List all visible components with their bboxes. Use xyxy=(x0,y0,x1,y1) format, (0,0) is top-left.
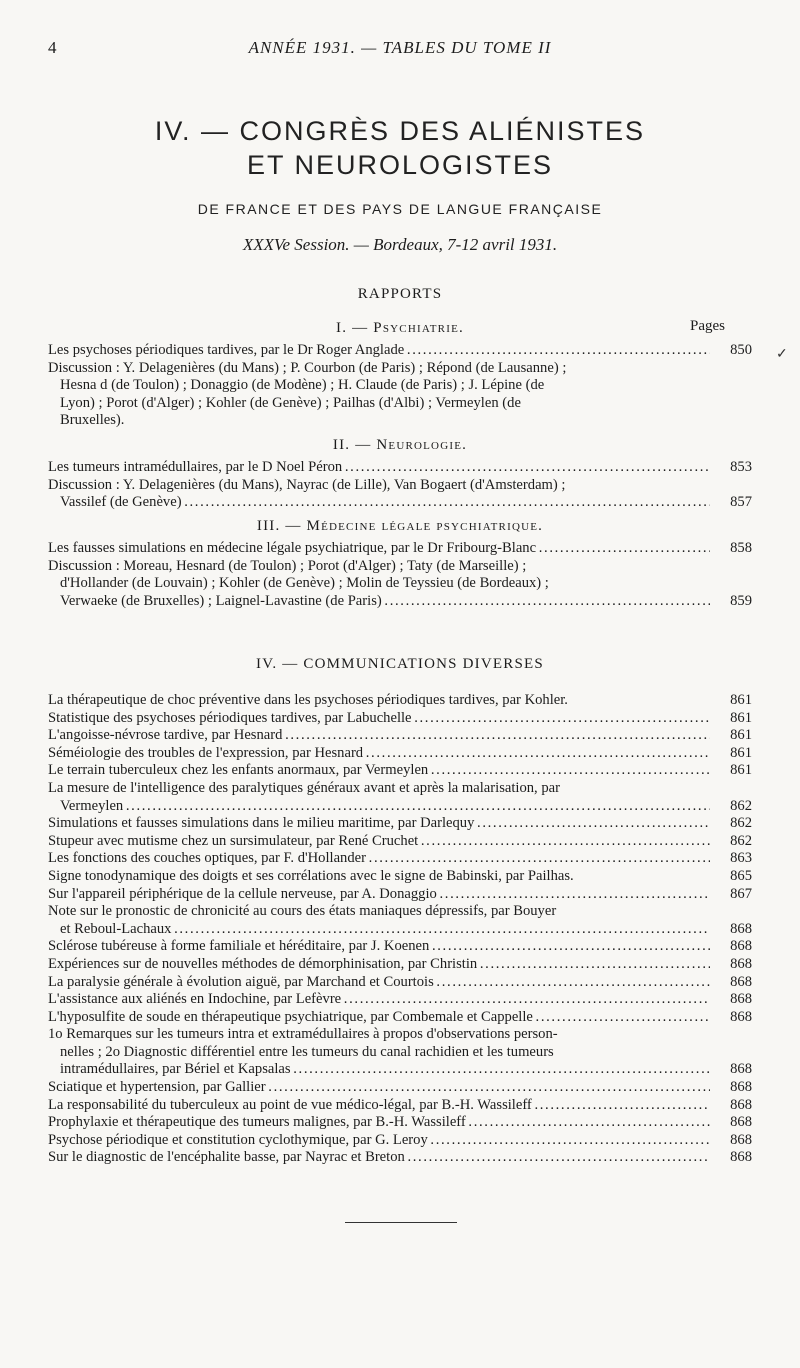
entry-page: 868 xyxy=(730,955,752,972)
entry-line xyxy=(48,477,752,495)
entry-page: 861 xyxy=(730,692,752,708)
entry-line xyxy=(48,1114,752,1132)
entry-page: 868 xyxy=(730,973,752,990)
entry-text: Bruxelles). xyxy=(60,412,125,429)
section-title-line-2: ET NEUROLOGISTES xyxy=(246,150,554,180)
entry-page: 868 xyxy=(730,1131,752,1148)
entry-page: 868 xyxy=(730,1114,752,1131)
running-title: ANNÉE 1931. — TABLES DU TOME II xyxy=(248,38,552,57)
entry-line xyxy=(48,921,752,939)
entry-text: La mesure de l'intelligence des paralytiques généraux avant et après la malarisation, par xyxy=(48,779,560,796)
entry-text: La thérapeutique de choc préventive dans les psychoses périodiques tardives, par Kohler. xyxy=(48,692,568,708)
entry-line xyxy=(48,991,752,1009)
section-subtitle: DE FRANCE ET DES PAYS DE LANGUE FRANÇAISE xyxy=(197,201,603,217)
entry-text: Sclérose tubéreuse à forme familiale et héréditaire, par J. Koenen . . . xyxy=(48,938,710,956)
entry-line xyxy=(48,342,752,360)
entry-text: intramédullaires, par Bériel et Kapsalas . . . xyxy=(60,1061,710,1079)
entry-page: 868 xyxy=(730,920,752,937)
entry-text: Sur l'appareil périphérique de la cellule nerveuse, par A. Donaggio . . . xyxy=(48,886,710,904)
page-number: 4 xyxy=(48,38,57,57)
entry-line xyxy=(48,692,752,710)
entry-line xyxy=(48,815,752,833)
closing-rule xyxy=(345,1222,457,1223)
entry-text: d'Hollander (de Louvain) ; Kohler (de Genève) ; Molin de Teyssieu (de Bordeaux) ; xyxy=(60,575,549,592)
entry-line xyxy=(48,360,752,378)
entry-page: 865 xyxy=(730,867,752,884)
entry-line xyxy=(48,1061,752,1079)
group-entries-medecine-legale xyxy=(48,540,752,610)
entry-line xyxy=(48,540,752,558)
group-heading-neurologie: II. — Neurologie. xyxy=(332,437,468,453)
entry-text: nelles ; 2o Diagnostic différentiel entre les tumeurs du canal rachidien et les tumeurs xyxy=(60,1043,554,1060)
entry-page: 868 xyxy=(730,1079,752,1096)
entry-text: Les fonctions des couches optiques, par F. d'Hollander . . . xyxy=(48,850,710,868)
entry-text: Psychose périodique et constitution cyclothymique, par G. Leroy . . . xyxy=(48,1132,710,1150)
entry-text: Le terrain tuberculeux chez les enfants anormaux, par Vermeylen . . . xyxy=(48,762,710,780)
entry-page: 863 xyxy=(730,850,752,867)
entry-text: L'hyposulfite de soude en thérapeutique psychiatrique, par Combemale et Cappelle . . . xyxy=(48,1009,710,1027)
entry-page: 862 xyxy=(730,797,752,814)
margin-mark: ✓ xyxy=(776,347,788,362)
entry-page: 867 xyxy=(730,885,752,902)
entry-page: 868 xyxy=(730,1008,752,1025)
entry-line xyxy=(48,395,752,413)
entry-text: Verwaeke (de Bruxelles) ; Laignel-Lavastine (de Paris) . . . xyxy=(60,593,710,611)
entry-page: 850 xyxy=(730,342,752,358)
entry-text: L'assistance aux aliénés en Indochine, par Lefèvre . . . xyxy=(48,991,710,1009)
running-header xyxy=(48,38,752,62)
entry-text: Les psychoses périodiques tardives, par le Dr Roger Anglade . . . xyxy=(48,342,710,360)
entry-line xyxy=(48,1079,752,1097)
entry-line xyxy=(48,412,752,430)
group-entries-neurologie xyxy=(48,459,752,512)
entry-line xyxy=(48,377,752,395)
entry-line xyxy=(48,710,752,728)
entry-page: 861 xyxy=(730,709,752,726)
section-title-line-1: IV. — CONGRÈS DES ALIÉNISTES xyxy=(154,116,646,146)
entry-text: 1o Remarques sur les tumeurs intra et extramédullaires à propos d'observations person- xyxy=(48,1026,558,1043)
entry-page: 861 xyxy=(730,762,752,779)
entry-text: et Reboul-Lachaux . . . xyxy=(60,921,710,939)
entry-text: Expériences sur de nouvelles méthodes de démorphinisation, par Christin . . . xyxy=(48,956,710,974)
entry-page: 868 xyxy=(730,938,752,955)
entry-page: 857 xyxy=(730,494,752,511)
entry-page: 859 xyxy=(730,592,752,609)
entry-line xyxy=(48,1044,752,1062)
entry-text: Sciatique et hypertension, par Gallier . . . xyxy=(48,1079,710,1097)
entry-line xyxy=(48,1026,752,1044)
entry-text: Séméiologie des troubles de l'expression, par Hesnard . . . xyxy=(48,745,710,763)
rapports-heading: RAPPORTS xyxy=(357,286,443,302)
entry-page: 868 xyxy=(730,991,752,1008)
entry-line xyxy=(48,886,752,904)
entry-text: Lyon) ; Porot (d'Alger) ; Kohler (de Genève) ; Pailhas (d'Albi) ; Vermeylen (de xyxy=(60,394,521,411)
entry-line xyxy=(48,762,752,780)
entry-text: La responsabilité du tuberculeux au point de vue médico-légal, par B.-H. Wassileff . . . xyxy=(48,1097,710,1115)
entry-page: 858 xyxy=(730,540,752,556)
entry-page: 862 xyxy=(730,815,752,832)
pages-column-label: Pages xyxy=(690,318,725,334)
entry-line xyxy=(48,1097,752,1115)
entry-line xyxy=(48,798,752,816)
entry-text: La paralysie générale à évolution aiguë, par Marchand et Courtois . . . xyxy=(48,974,710,992)
entry-text: Signe tonodynamique des doigts et ses corrélations avec le signe de Babinski, par Pailhas. xyxy=(48,867,574,884)
entry-text: Prophylaxie et thérapeutique des tumeurs malignes, par B.-H. Wassileff . . . xyxy=(48,1114,710,1132)
entry-line xyxy=(48,938,752,956)
entry-text: Les fausses simulations en médecine légale psychiatrique, par le Dr Fribourg-Blanc . . . xyxy=(48,540,710,558)
entry-text: Simulations et fausses simulations dans le milieu maritime, par Darlequy . . . xyxy=(48,815,710,833)
entry-line xyxy=(48,558,752,576)
entry-line xyxy=(48,575,752,593)
entry-text: Vermeylen . . . xyxy=(60,798,710,816)
entry-page: 861 xyxy=(730,744,752,761)
entry-line xyxy=(48,1009,752,1027)
entry-line xyxy=(48,956,752,974)
entry-line xyxy=(48,459,752,477)
entry-text: Vassilef (de Genève) . . . xyxy=(60,494,710,512)
entry-text: Statistique des psychoses périodiques tardives, par Labuchelle . . . xyxy=(48,710,710,728)
entry-line xyxy=(48,745,752,763)
entry-line xyxy=(48,974,752,992)
entry-page: 861 xyxy=(730,727,752,744)
entry-text: Note sur le pronostic de chronicité au cours des états maniaques dépressifs, par Bouyer xyxy=(48,903,557,920)
session-line: XXXVe Session. — Bordeaux, 7-12 avril 1931. xyxy=(242,235,558,254)
entry-line xyxy=(48,1132,752,1150)
entry-line xyxy=(48,833,752,851)
entry-text: Discussion : Y. Delagenières (du Mans), Nayrac (de Lille), Van Bogaert (d'Amsterdam) ; xyxy=(48,476,566,493)
entry-text: Sur le diagnostic de l'encéphalite basse, par Nayrac et Breton . . . xyxy=(48,1149,710,1167)
entry-page: 853 xyxy=(730,459,752,475)
communications-heading: IV. — COMMUNICATIONS DIVERSES xyxy=(256,656,544,672)
entry-page: 862 xyxy=(730,832,752,849)
entry-line xyxy=(48,1149,752,1167)
entry-text: L'angoisse-névrose tardive, par Hesnard . . . xyxy=(48,727,710,745)
entry-page: 868 xyxy=(730,1096,752,1113)
group-heading-psychiatrie: I. — Psychiatrie. xyxy=(336,320,464,336)
entry-text: Stupeur avec mutisme chez un sursimulateur, par René Cruchet . . . xyxy=(48,833,710,851)
communications-entries xyxy=(48,692,752,1167)
entry-line xyxy=(48,903,752,921)
entry-line xyxy=(48,593,752,611)
entry-text: Discussion : Y. Delagenières (du Mans) ; P. Courbon (de Paris) ; Répond (de Lausanne) ; xyxy=(48,359,567,376)
entry-line xyxy=(48,494,752,512)
entry-text: Discussion : Moreau, Hesnard (de Toulon) ; Porot (d'Alger) ; Taty (de Marseille) ; xyxy=(48,557,527,574)
entry-line xyxy=(48,780,752,798)
entry-page: 868 xyxy=(730,1149,752,1166)
entry-page: 868 xyxy=(730,1061,752,1078)
entry-line xyxy=(48,850,752,868)
entry-text: Les tumeurs intramédullaires, par le D Noel Péron . . . xyxy=(48,459,710,477)
entry-line xyxy=(48,868,752,886)
group-heading-medecine-legale: III. — Médecine légale psychiatrique. xyxy=(256,518,544,534)
group-entries-psychiatrie xyxy=(48,342,752,430)
entry-line xyxy=(48,727,752,745)
entry-text: Hesna d (de Toulon) ; Donaggio (de Modène) ; H. Claude (de Paris) ; J. Lépine (de xyxy=(60,377,545,394)
